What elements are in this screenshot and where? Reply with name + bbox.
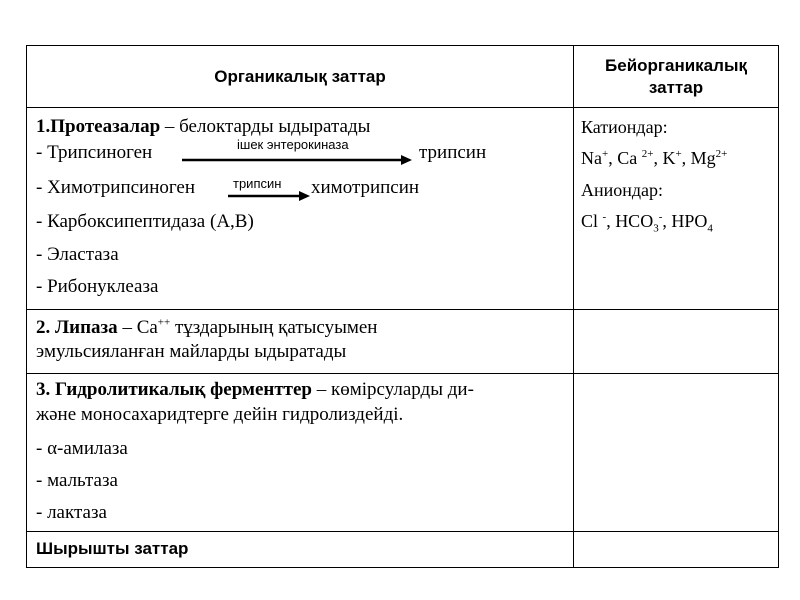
hydrolytic-title-rest: – көмірсуларды ди- xyxy=(312,379,474,400)
right-arrow-icon xyxy=(182,154,412,166)
alpha-amylase-text: - α-амилаза xyxy=(36,438,128,459)
lipase-text-b: тұздарының қатысуымен xyxy=(170,317,378,338)
lactase-text: - лактаза xyxy=(36,502,107,523)
proteases-cell xyxy=(27,107,573,309)
cations-list: Na+, Ca $^{2+}$, K+, $Mg^{2+}$ xyxy=(581,148,728,168)
lipase-line-1 xyxy=(36,317,377,339)
header-organic-label: Органикалық заттар xyxy=(214,66,386,86)
header-organic xyxy=(27,46,573,107)
hydrolytic-line-1 xyxy=(36,379,474,401)
cations-label: Катиондар: xyxy=(581,117,668,137)
anions-label: Аниондар: xyxy=(581,180,664,200)
right-arrow-icon xyxy=(228,190,310,202)
mucous-cell xyxy=(27,531,573,569)
trypsin-text: трипсин xyxy=(419,142,487,163)
elastase-text: - Эластаза xyxy=(36,244,119,265)
hydrolytic-line-2: және моносахаридтерге дейін гидролиздейді. xyxy=(36,404,404,425)
ribonuclease-text: - Рибонуклеаза xyxy=(36,276,159,297)
lipase-cell xyxy=(27,309,573,373)
maltase-text: - мальтаза xyxy=(36,470,118,491)
enzymes-table xyxy=(26,45,779,568)
calcium-charge: ++ xyxy=(157,316,171,329)
lipase-title-bold: 2. Липаза xyxy=(36,317,118,338)
chymotrypsin-text: химотрипсин xyxy=(311,177,420,198)
header-inorganic-label: Бейорганикалық заттар xyxy=(605,55,747,97)
proteases-title-rest: – белоктарды ыдыратады xyxy=(160,116,371,137)
anions-list: Cl -, $HCO_3^-$, $HPO_4$ xyxy=(581,211,713,235)
chymotrypsinogen-text: - Химотрипсиноген xyxy=(36,177,196,198)
header-inorganic xyxy=(573,46,779,107)
trypsin-arrow-label: трипсин xyxy=(233,176,282,191)
proteases-title-bold: 1.Протеазалар xyxy=(36,116,161,137)
proteases-title xyxy=(36,116,370,138)
lipase-line-2: эмульсияланған майларды ыдыратады xyxy=(36,341,347,362)
trypsinogen-text: - Трипсиноген xyxy=(36,142,153,163)
hydrolytic-title-bold: 3. Гидролитикалық ферменттер xyxy=(36,379,312,400)
lipase-text-a: – Ca xyxy=(117,317,158,338)
mucous-substances-text: Шырышты заттар xyxy=(36,539,189,558)
ions-cell xyxy=(573,107,779,309)
enterokinase-label: ішек энтерокиназа xyxy=(237,137,349,152)
carboxypeptidase-text: - Карбоксипептидаза (А,В) xyxy=(36,211,254,232)
hydrolytic-cell xyxy=(27,373,573,531)
